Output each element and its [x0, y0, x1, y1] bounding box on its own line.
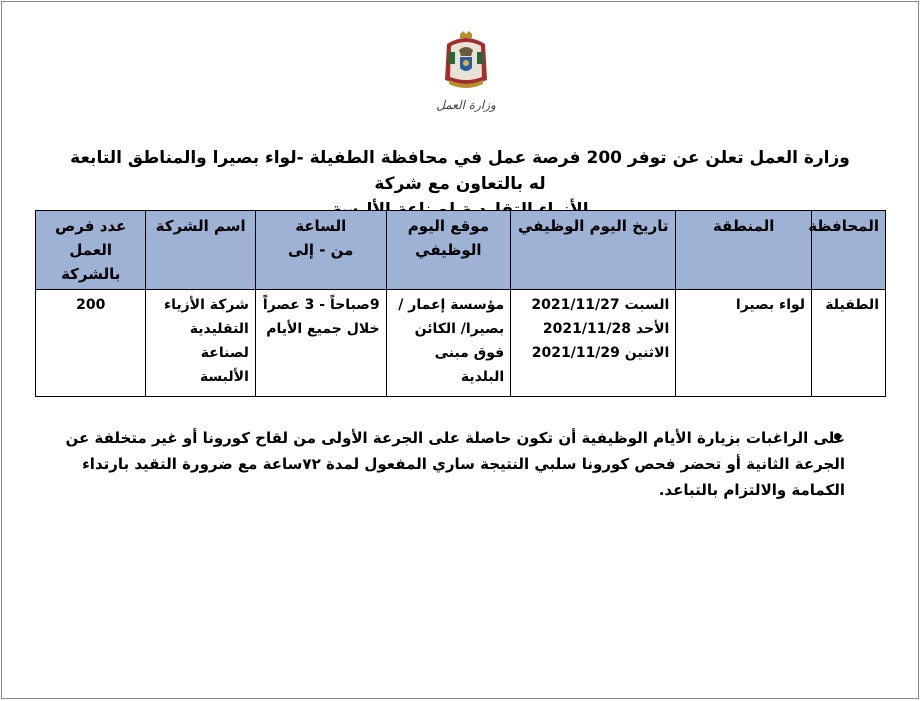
header-date: تاريخ اليوم الوظيفي [511, 211, 676, 290]
header-company: اسم الشركة [146, 211, 255, 290]
header-governorate: المحافظة [812, 211, 886, 290]
cell-company: شركة الأزياء التقليدية لصناعة الألبسة [146, 290, 255, 397]
cell-site: مؤسسة إعمار /بصيرا/ الكائن فوق مبنى البلدية [386, 290, 511, 397]
header-hours-line-1: الساعة [295, 217, 347, 235]
cell-hours-line-1: 9صباحاً - 3 عصراً [262, 297, 380, 313]
header-site: موقع اليوم الوظيفي [386, 211, 511, 290]
ministry-caption: وزارة العمل [436, 98, 496, 112]
cell-hours-line-2: خلال جميع الأيام [266, 321, 380, 337]
table-header-row [36, 211, 886, 290]
requirements-note: على الراغبات بزيارة الأيام الوظيفية أن تكون حاصلة على الجرعة الأولى من لقاح كورونا أو غير متخلفة عن الجرعة الثانية أو تحضر فحص كورونا سلبي النتيجة ساري المفعول لمدة ٧٢ساعة مع ضرورة التقيد بارتداء الكمامة والالتزام بالتباعد. [65, 429, 845, 499]
jordan-coat-of-arms-icon [441, 30, 491, 92]
cell-date-line-1: السبت 2021/11/27 [531, 297, 670, 313]
table-row [36, 290, 886, 397]
header-hours [255, 211, 386, 290]
cell-date [511, 290, 676, 397]
cell-area: لواء بصيرا [676, 290, 812, 397]
header-hours-line-2: من - إلى [288, 241, 354, 259]
cell-date-line-2: الأحد 2021/11/28 [542, 321, 670, 337]
header-count: عدد فرص العمل بالشركة [36, 211, 146, 290]
cell-hours [255, 290, 386, 397]
job-day-table [35, 210, 886, 397]
headline-line-1: وزارة العمل تعلن عن توفر 200 فرصة عمل في محافظة الطفيلة -لواء بصيرا والمناطق التابعة له بالتعاون مع شركة [70, 148, 850, 194]
cell-governorate: الطفيلة [812, 290, 886, 397]
cell-date-line-3: الاثنين 2021/11/29 [531, 345, 670, 361]
header-area: المنطقة [676, 211, 812, 290]
cell-count: 200 [36, 290, 146, 397]
